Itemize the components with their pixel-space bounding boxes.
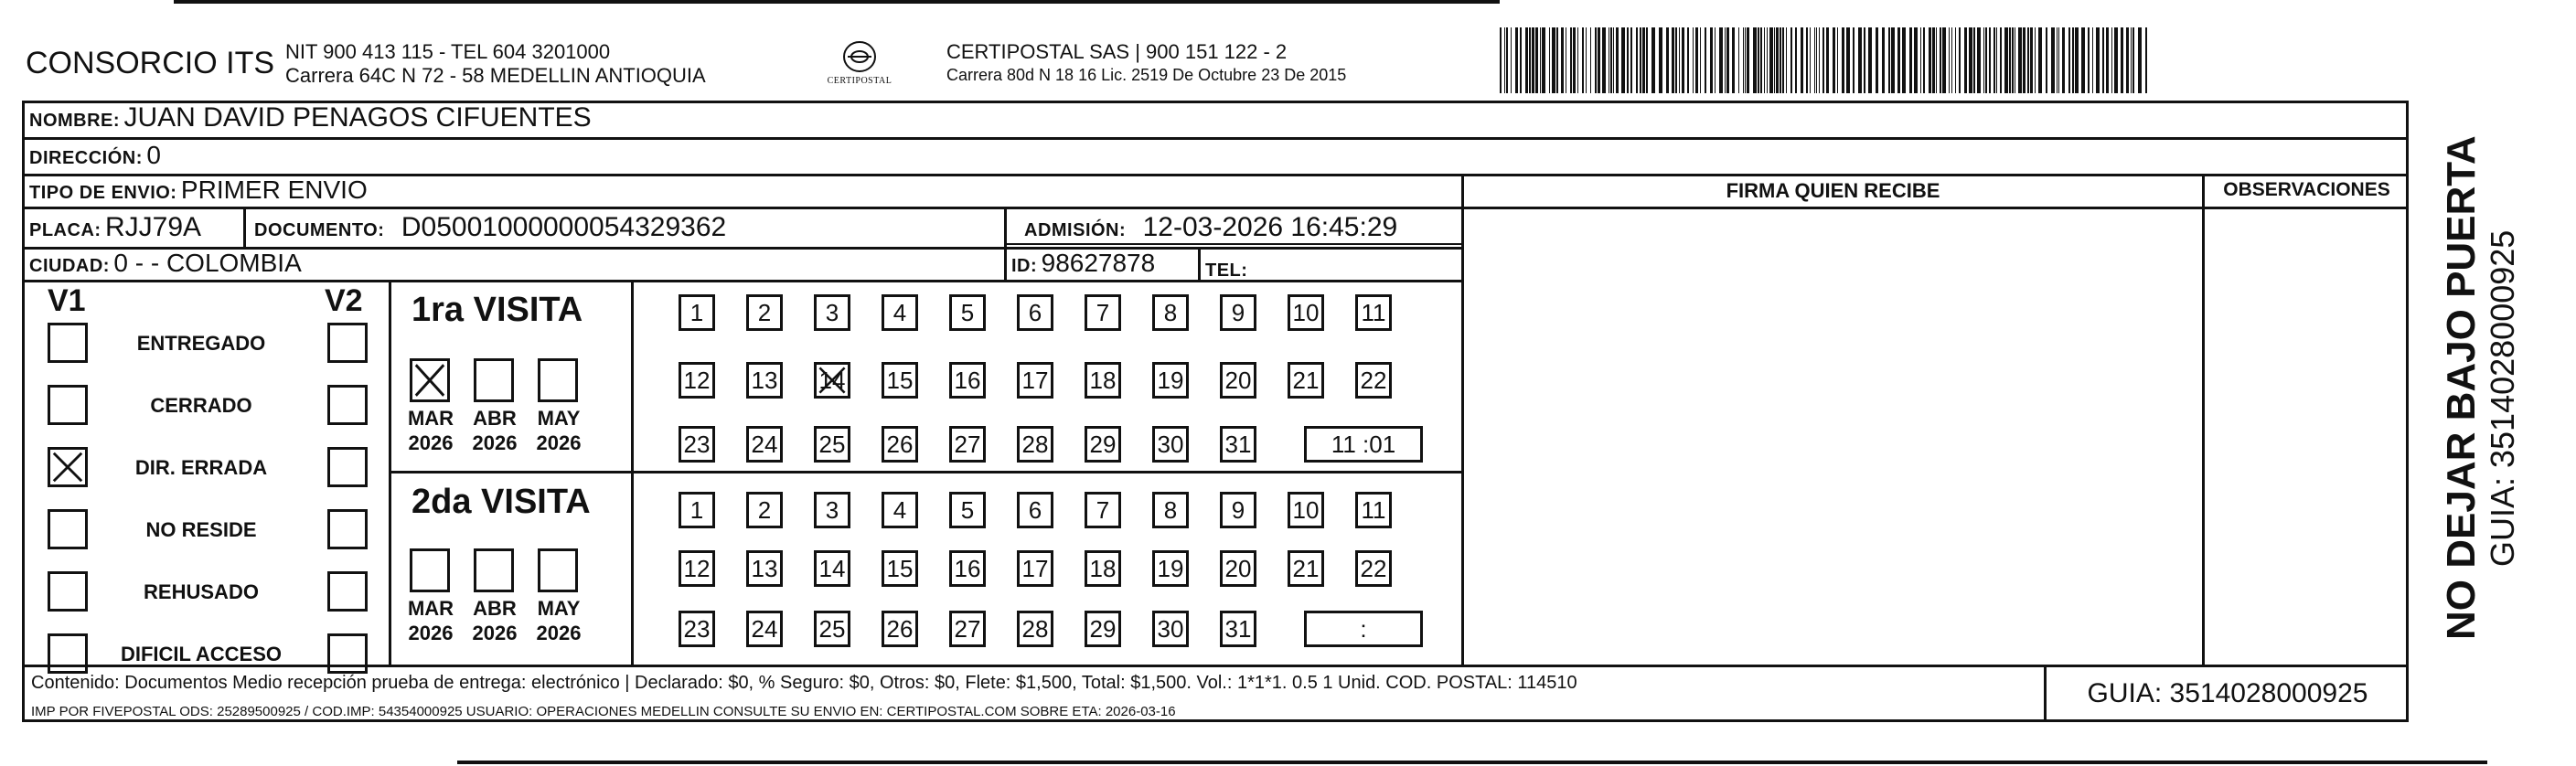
barcode-bar: [1573, 27, 1576, 93]
day-box[interactable]: 22: [1355, 362, 1392, 399]
barcode-bar: [1542, 27, 1545, 93]
barcode-bar: [2088, 27, 2090, 93]
barcode-bar: [2000, 27, 2002, 93]
v1-checkbox[interactable]: [48, 509, 88, 549]
day-box[interactable]: 12: [679, 362, 715, 399]
barcode-bar: [1500, 27, 1502, 93]
visit-time-box[interactable]: 11 :01: [1304, 426, 1423, 463]
month-checkbox[interactable]: [474, 548, 514, 592]
barcode-bar: [1700, 27, 1701, 93]
barcode-bar: [1630, 27, 1632, 93]
barcode-bar: [1642, 27, 1645, 93]
nombre-value: JUAN DAVID PENAGOS CIFUENTES: [123, 102, 592, 133]
barcode-bar: [1846, 27, 1850, 93]
barcode-bar: [1819, 27, 1820, 93]
barcode-bar: [2046, 27, 2047, 93]
barcode-bar: [1758, 27, 1759, 93]
tipo-envio-label: TIPO DE ENVIO:: [29, 183, 177, 203]
day-box[interactable]: 16: [949, 550, 986, 587]
id-row: [1011, 249, 1155, 278]
status-option-label: CERRADO: [150, 394, 252, 417]
barcode-bar: [2145, 27, 2147, 93]
day-box[interactable]: 19: [1152, 362, 1189, 399]
barcode-bar: [1636, 27, 1638, 93]
barcode-bar: [1715, 27, 1716, 93]
direccion-label: DIRECCIÓN:: [29, 148, 143, 168]
barcode-bar: [1535, 27, 1538, 93]
barcode-bar: [1672, 27, 1674, 93]
v1-checkbox[interactable]: [48, 323, 88, 363]
ciudad-label: CIUDAD:: [29, 256, 110, 276]
barcode-bar: [1853, 27, 1855, 93]
status-option-label: ENTREGADO: [136, 332, 266, 355]
month-checkbox[interactable]: [410, 358, 450, 402]
day-box[interactable]: 14: [814, 550, 850, 587]
barcode-bar: [1640, 27, 1641, 93]
barcode-bar: [1959, 27, 1961, 93]
barcode-bar: [1993, 27, 1995, 93]
barcode-bar: [2030, 27, 2033, 93]
day-box[interactable]: 4: [882, 294, 918, 331]
barcode-bar: [1627, 27, 1629, 93]
barcode-bar: [1776, 27, 1779, 93]
v2-checkbox[interactable]: [327, 323, 368, 363]
barcode-bar: [2111, 27, 2112, 93]
certipostal-line1: CERTIPOSTAL SAS | 900 151 122 - 2: [946, 40, 1288, 63]
v2-checkbox[interactable]: [327, 633, 368, 674]
barcode-bar: [1790, 27, 1792, 93]
barcode-bar: [1864, 27, 1865, 93]
placa-label: PLACA:: [29, 220, 102, 240]
barcode-bar: [2027, 27, 2029, 93]
day-box[interactable]: 27: [949, 426, 986, 463]
barcode-bar: [2023, 27, 2026, 93]
day-box[interactable]: 23: [679, 426, 715, 463]
barcode-bar: [1666, 27, 1669, 93]
tipo-envio-row: [29, 176, 368, 205]
day-box[interactable]: 18: [1085, 550, 1121, 587]
barcode-bar: [1747, 27, 1749, 93]
barcode-bar: [1989, 27, 1991, 93]
placa-row: [29, 212, 201, 243]
barcode-bar: [1902, 27, 1906, 93]
day-box[interactable]: 5: [949, 492, 986, 528]
visit-divider: [389, 471, 1461, 473]
barcode-bar: [1923, 27, 1925, 93]
day-box[interactable]: 28: [1017, 611, 1053, 647]
month-checkbox[interactable]: [410, 548, 450, 592]
barcode-bar: [1936, 27, 1937, 93]
barcode-bar: [2081, 27, 2085, 93]
barcode-bar: [1929, 27, 1931, 93]
day-box[interactable]: 31: [1220, 611, 1256, 647]
barcode-bar: [1646, 27, 1648, 93]
barcode-bar: [1705, 27, 1706, 93]
barcode-bar: [1520, 27, 1522, 93]
month-checkbox[interactable]: [538, 548, 578, 592]
barcode-bar: [2131, 27, 2132, 93]
status-option-label: REHUSADO: [144, 580, 259, 603]
barcode-bar: [1786, 27, 1787, 93]
bottom-edge-line: [457, 761, 2487, 764]
day-box[interactable]: 4: [882, 492, 918, 528]
row-divider: [22, 137, 2409, 140]
day-box[interactable]: 26: [882, 611, 918, 647]
day-box[interactable]: 8: [1152, 294, 1189, 331]
barcode-bar: [2012, 27, 2014, 93]
barcode-bar: [1909, 27, 1912, 93]
barcode-bar: [2038, 27, 2042, 93]
v1-checkbox[interactable]: [48, 385, 88, 425]
barcode-bar: [1695, 27, 1698, 93]
tel-row: [1205, 252, 1247, 283]
barcode-bar: [1969, 27, 1972, 93]
day-box[interactable]: 26: [882, 426, 918, 463]
barcode-bar: [1816, 27, 1817, 93]
barcode-bar: [2102, 27, 2104, 93]
day-box[interactable]: 20: [1220, 550, 1256, 587]
day-box[interactable]: 29: [1085, 611, 1121, 647]
barcode-bar: [1891, 27, 1895, 93]
barcode-bar: [1951, 27, 1952, 93]
day-box[interactable]: 9: [1220, 294, 1256, 331]
footer-imp: IMP POR FIVEPOSTAL ODS: 25289500925 / COD.IMP: 54354000925 USUARIO: OPERACIONES MEDELLIN CONSULTE SU ENVIO EN: CERTIPOSTAL.COM SOBRE ETA: 2026-03-16: [31, 704, 1176, 719]
day-box[interactable]: 13: [746, 362, 783, 399]
day-box[interactable]: 11: [1355, 294, 1392, 331]
barcode-bar: [1985, 27, 1987, 93]
barcode-bar: [1590, 27, 1591, 93]
id-label: ID:: [1011, 256, 1038, 276]
direccion-row: [29, 141, 161, 170]
barcode-bar: [1876, 27, 1878, 93]
barcode-bar: [2009, 27, 2011, 93]
day-box[interactable]: 5: [949, 294, 986, 331]
barcode-bar: [2096, 27, 2100, 93]
day-box[interactable]: 19: [1152, 550, 1189, 587]
v1-checkbox[interactable]: [48, 571, 88, 612]
id-value: 98627878: [1041, 249, 1156, 277]
day-box[interactable]: 15: [882, 362, 918, 399]
barcode-bar: [1710, 27, 1713, 93]
v1-label: V1: [48, 283, 86, 318]
barcode-bar: [1687, 27, 1689, 93]
day-box[interactable]: 30: [1152, 426, 1189, 463]
day-box[interactable]: 28: [1017, 426, 1053, 463]
barcode-bar: [1868, 27, 1872, 93]
day-box[interactable]: 6: [1017, 492, 1053, 528]
ciudad-value: 0 - - COLOMBIA: [113, 249, 302, 277]
day-box[interactable]: 10: [1288, 492, 1324, 528]
day-box[interactable]: 30: [1152, 611, 1189, 647]
col-divider: [1004, 207, 1007, 280]
month-checkbox[interactable]: [538, 358, 578, 402]
barcode-bar: [1616, 27, 1619, 93]
documento-row: [254, 212, 726, 243]
documento-value: D05001000000054329362: [401, 212, 727, 242]
certipostal-line2: Carrera 80d N 18 16 Lic. 2519 De Octubre 23 De 2015: [946, 66, 1347, 84]
row-divider: [22, 174, 2409, 176]
day-box[interactable]: 25: [814, 426, 850, 463]
status-option-label: NO RESIDE: [145, 518, 257, 541]
barcode-bar: [1719, 27, 1723, 93]
admision-value: 12-03-2026 16:45:29: [1142, 212, 1398, 242]
barcode-bar: [1515, 27, 1518, 93]
barcode-bar: [1602, 27, 1606, 93]
barcode-bar: [1556, 27, 1558, 93]
tel-label: TEL:: [1205, 261, 1248, 281]
barcode-bar: [1682, 27, 1684, 93]
barcode-bar: [2035, 27, 2036, 93]
day-box[interactable]: 24: [746, 426, 783, 463]
v2-checkbox[interactable]: [327, 385, 368, 425]
barcode-bar: [1675, 27, 1677, 93]
day-box[interactable]: 18: [1085, 362, 1121, 399]
day-box[interactable]: 12: [679, 550, 715, 587]
barcode-bar: [1942, 27, 1946, 93]
barcode-bar: [2057, 27, 2058, 93]
v2-checkbox[interactable]: [327, 509, 368, 549]
barcode-bar: [2121, 27, 2123, 93]
barcode-bar: [1949, 27, 1950, 93]
v2-label: V2: [325, 283, 363, 318]
barcode-bar: [1983, 27, 1984, 93]
barcode-bar: [1914, 27, 1918, 93]
v2-checkbox[interactable]: [327, 447, 368, 487]
day-box[interactable]: 23: [679, 611, 715, 647]
day-box[interactable]: 29: [1085, 426, 1121, 463]
barcode-bar: [1511, 27, 1512, 93]
visit2-title: 2da VISITA: [412, 483, 591, 521]
day-box[interactable]: 14: [814, 362, 850, 399]
day-box[interactable]: 2: [746, 294, 783, 331]
admision-label: ADMISIÓN:: [1024, 220, 1127, 240]
barcode-bar: [2004, 27, 2008, 93]
day-box[interactable]: 7: [1085, 492, 1121, 528]
barcode-bar: [2062, 27, 2065, 93]
day-box[interactable]: 17: [1017, 550, 1053, 587]
barcode-bar: [2068, 27, 2070, 93]
month-label: MAR 2026: [407, 597, 454, 644]
barcode-bar: [1806, 27, 1808, 93]
day-box[interactable]: 1: [679, 294, 715, 331]
barcode-bar: [1897, 27, 1900, 93]
firma-header: FIRMA QUIEN RECIBE: [1726, 179, 1940, 202]
barcode-bar: [1525, 27, 1528, 93]
barcode-bar: [1769, 27, 1773, 93]
day-box[interactable]: 15: [882, 550, 918, 587]
barcode-bar: [1561, 27, 1564, 93]
barcode-bar: [1858, 27, 1862, 93]
barcode-bar: [1833, 27, 1835, 93]
day-box[interactable]: 8: [1152, 492, 1189, 528]
barcode-bar: [1767, 27, 1768, 93]
barcode-bar: [1745, 27, 1746, 93]
barcode-bar: [1659, 27, 1662, 93]
tipo-envio-value: PRIMER ENVIO: [180, 176, 368, 204]
month-label: ABR 2026: [472, 407, 518, 454]
top-edge-line: [174, 0, 1500, 4]
admision-row: [1024, 212, 1397, 243]
company-address: Carrera 64C N 72 - 58 MEDELLIN ANTIOQUIA: [285, 64, 706, 87]
barcode-bar: [2138, 27, 2142, 93]
day-box[interactable]: 2: [746, 492, 783, 528]
footer-guia: GUIA: 3514028000925: [2087, 678, 2368, 708]
company-nit-tel: NIT 900 413 115 - TEL 604 3201000: [285, 40, 611, 63]
month-label: ABR 2026: [472, 597, 518, 644]
barcode-bar: [1782, 27, 1784, 93]
barcode-bar: [1651, 27, 1655, 93]
barcode-bar: [1932, 27, 1935, 93]
day-box[interactable]: 10: [1288, 294, 1324, 331]
month-label: MAY 2026: [536, 597, 582, 644]
barcode-bar: [1940, 27, 1941, 93]
status-option-label: DIR. ERRADA: [134, 456, 268, 479]
placa-value: RJJ79A: [105, 212, 202, 242]
barcode-bar: [1743, 27, 1744, 93]
barcode-bar: [1822, 27, 1824, 93]
barcode-bar: [2075, 27, 2079, 93]
barcode-bar: [1738, 27, 1739, 93]
barcode: [1500, 27, 2156, 93]
barcode-bar: [1586, 27, 1587, 93]
day-box[interactable]: 7: [1085, 294, 1121, 331]
barcode-bar: [1801, 27, 1803, 93]
month-checkbox[interactable]: [474, 358, 514, 402]
day-box[interactable]: 25: [814, 611, 850, 647]
barcode-bar: [1732, 27, 1735, 93]
barcode-bar: [2132, 27, 2134, 93]
logo-text: CERTIPOSTAL: [827, 76, 893, 86]
day-box[interactable]: 11: [1355, 492, 1392, 528]
day-box[interactable]: 27: [949, 611, 986, 647]
barcode-bar: [2092, 27, 2093, 93]
barcode-bar: [1795, 27, 1797, 93]
status-option-label: DIFICIL ACCESO: [120, 643, 282, 665]
barcode-bar: [1621, 27, 1625, 93]
direccion-value: 0: [146, 141, 161, 169]
day-box[interactable]: 3: [814, 294, 850, 331]
ciudad-row: [29, 249, 302, 278]
barcode-bar: [1920, 27, 1921, 93]
barcode-bar: [1826, 27, 1829, 93]
barcode-bar: [1996, 27, 1997, 93]
barcode-bar: [1506, 27, 1508, 93]
barcode-bar: [1679, 27, 1680, 93]
nombre-label: NOMBRE:: [29, 111, 121, 131]
v1-checkbox[interactable]: [48, 633, 88, 674]
barcode-bar: [1725, 27, 1726, 93]
barcode-bar: [1842, 27, 1844, 93]
barcode-bar: [1582, 27, 1584, 93]
side-warning: NO DEJAR BAJO PUERTA: [2439, 135, 2484, 640]
barcode-bar: [1529, 27, 1531, 93]
barcode-bar: [1973, 27, 1975, 93]
barcode-bar: [1598, 27, 1600, 93]
barcode-bar: [1764, 27, 1765, 93]
day-box[interactable]: 1: [679, 492, 715, 528]
barcode-bar: [1780, 27, 1781, 93]
day-box[interactable]: 22: [1355, 550, 1392, 587]
barcode-bar: [2072, 27, 2074, 93]
footer-contenido: Contenido: Documentos Medio recepción prueba de entrega: electrónico | Declarado: $0, % Seguro: $0, Otros: $0, Flete: $1,500, Total: $1,500. Vol.: 1*1*1. 0.5 1 Unid. COD. POSTAL: 114510: [31, 673, 1577, 693]
barcode-bar: [1570, 27, 1572, 93]
day-box[interactable]: 9: [1220, 492, 1256, 528]
day-box[interactable]: 21: [1288, 550, 1324, 587]
day-box[interactable]: 13: [746, 550, 783, 587]
barcode-bar: [2106, 27, 2109, 93]
barcode-bar: [2018, 27, 2022, 93]
barcode-bar: [1888, 27, 1890, 93]
day-box[interactable]: 21: [1288, 362, 1324, 399]
day-box[interactable]: 17: [1017, 362, 1053, 399]
col-divider: [243, 207, 246, 247]
month-label: MAY 2026: [536, 407, 582, 454]
barcode-bar: [2114, 27, 2118, 93]
day-box[interactable]: 24: [746, 611, 783, 647]
barcode-bar: [1837, 27, 1838, 93]
row-divider: [1004, 243, 1461, 245]
barcode-bar: [2058, 27, 2059, 93]
month-label: MAR 2026: [407, 407, 454, 454]
barcode-bar: [1504, 27, 1505, 93]
day-box[interactable]: 16: [949, 362, 986, 399]
firma-area[interactable]: [1464, 209, 2202, 665]
day-box[interactable]: 31: [1220, 426, 1256, 463]
documento-label: DOCUMENTO:: [254, 220, 385, 240]
barcode-bar: [1753, 27, 1757, 93]
day-box[interactable]: 6: [1017, 294, 1053, 331]
barcode-bar: [1726, 27, 1729, 93]
barcode-bar: [1552, 27, 1555, 93]
barcode-bar: [1540, 27, 1541, 93]
v1-checkbox[interactable]: [48, 447, 88, 487]
barcode-bar: [1882, 27, 1885, 93]
barcode-bar: [1964, 27, 1967, 93]
barcode-bar: [1760, 27, 1762, 93]
barcode-bar: [1774, 27, 1775, 93]
barcode-bar: [1610, 27, 1612, 93]
barcode-bar: [1693, 27, 1694, 93]
barcode-bar: [1577, 27, 1578, 93]
day-box[interactable]: 3: [814, 492, 850, 528]
barcode-bar: [1595, 27, 1597, 93]
barcode-bar: [1549, 27, 1550, 93]
barcode-bar: [2051, 27, 2055, 93]
observaciones-header: OBSERVACIONES: [2223, 179, 2390, 200]
barcode-bar: [1810, 27, 1811, 93]
col-divider: [1198, 247, 1201, 280]
observaciones-area[interactable]: [2205, 209, 2409, 665]
row-divider: [22, 665, 2409, 667]
barcode-bar: [1814, 27, 1815, 93]
v2-checkbox[interactable]: [327, 571, 368, 612]
visit-time-box[interactable]: :: [1304, 611, 1423, 647]
barcode-bar: [1955, 27, 1956, 93]
side-guia: GUIA: 3514028000925: [2484, 229, 2521, 567]
barcode-bar: [1613, 27, 1614, 93]
barcode-bar: [1532, 27, 1534, 93]
visit1-title: 1ra VISITA: [412, 291, 583, 329]
nombre-row: [29, 102, 592, 133]
barcode-bar: [1977, 27, 1981, 93]
day-box[interactable]: 20: [1220, 362, 1256, 399]
certipostal-logo: [818, 37, 901, 91]
barcode-bar: [2126, 27, 2129, 93]
company-name: CONSORCIO ITS: [26, 46, 275, 80]
